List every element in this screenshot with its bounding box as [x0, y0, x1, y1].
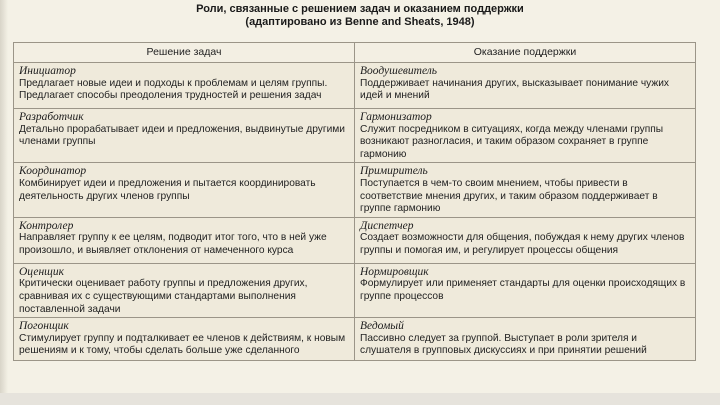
role-name: Нормировщик: [360, 265, 429, 278]
role-name: Координатор: [19, 165, 87, 178]
role-description: Поступается в чем-то своим мнением, чтобы привести в соответствие мнения других, и таким образом поддерживает в группе гармонию: [360, 177, 658, 215]
table-row: [14, 63, 696, 109]
role-description: Детально прорабатывает идеи и предложения, выдвинутые другими членами группы: [19, 123, 345, 148]
task-cell: [14, 217, 355, 263]
role-description: Предлагает новые идеи и подходы к проблемам и целям группы. Предлагает способы преодоления трудностей и решения задач: [19, 77, 328, 102]
column-header-task: Решение задач: [14, 43, 355, 63]
task-cell: [14, 63, 355, 109]
role-name: Инициатор: [19, 65, 76, 77]
support-cell: [355, 263, 696, 317]
table-row: [14, 263, 696, 317]
role-name: Разработчик: [19, 111, 84, 123]
role-name: Контролер: [19, 219, 74, 232]
role-name: Ведомый: [360, 320, 404, 333]
task-cell: [14, 109, 355, 163]
roles-table: [13, 42, 696, 361]
title-line-1: Роли, связанные с решением задач и оказанием поддержки: [196, 3, 524, 15]
table-title: [0, 3, 720, 29]
support-cell: [355, 318, 696, 361]
support-cell: [355, 109, 696, 163]
task-cell: [14, 163, 355, 217]
table-row: [14, 217, 696, 263]
role-name: Воодушевитель: [360, 65, 438, 77]
role-name: Оценщик: [19, 265, 64, 278]
role-description: Поддерживает начинания других, высказывает понимание чужих идей и мнений: [360, 77, 669, 102]
task-cell: [14, 263, 355, 317]
role-description: Комбинирует идеи и предложения и пытается координировать деятельность других членов группы: [19, 177, 316, 202]
task-cell: [14, 318, 355, 361]
column-header-support: Оказание поддержки: [355, 43, 696, 63]
support-cell: [355, 63, 696, 109]
role-description: Формулирует или применяет стандарты для оценки происходящих в группе процессов: [360, 278, 686, 302]
table-row: [14, 318, 696, 361]
role-description: Пассивно следует за группой. Выступает в роли зрителя и слушателя в групповых дискуссиях и при принятии решений: [360, 332, 647, 357]
header-row: [14, 43, 696, 63]
support-cell: [355, 217, 696, 263]
table-row: [14, 163, 696, 217]
role-description: Направляет группу к ее целям, подводит итог того, что в ней уже произошло, и выявляет отклонения от намеченного курса: [19, 232, 327, 256]
role-name: Гармонизатор: [360, 111, 432, 123]
role-name: Примиритель: [360, 165, 428, 178]
title-line-2: (адаптировано из Benne and Sheats, 1948): [245, 16, 475, 28]
support-cell: [355, 163, 696, 217]
role-description: Стимулирует группу и подталкивает ее членов к действиям, к новым решениям и к тому, чтобы сделать больше уже сделанного: [19, 332, 346, 357]
role-description: Критически оценивает работу группы и предложения других, сравнивая их с существующими стандартами выполнения поставленной задачи: [19, 278, 308, 315]
role-description: Создает возможности для общения, побуждая к нему других членов группы и помогая им, и регулирует процессы общения: [360, 232, 685, 256]
table-row: [14, 109, 696, 163]
role-description: Служит посредником в ситуациях, когда между членами группы возникают разногласия, и таким образом сохраняет в группе гармонию: [360, 123, 664, 160]
role-name: Диспетчер: [360, 219, 414, 232]
bottom-strip: [0, 393, 720, 405]
slide-left-edge: [0, 0, 8, 405]
role-name: Погонщик: [19, 320, 69, 333]
